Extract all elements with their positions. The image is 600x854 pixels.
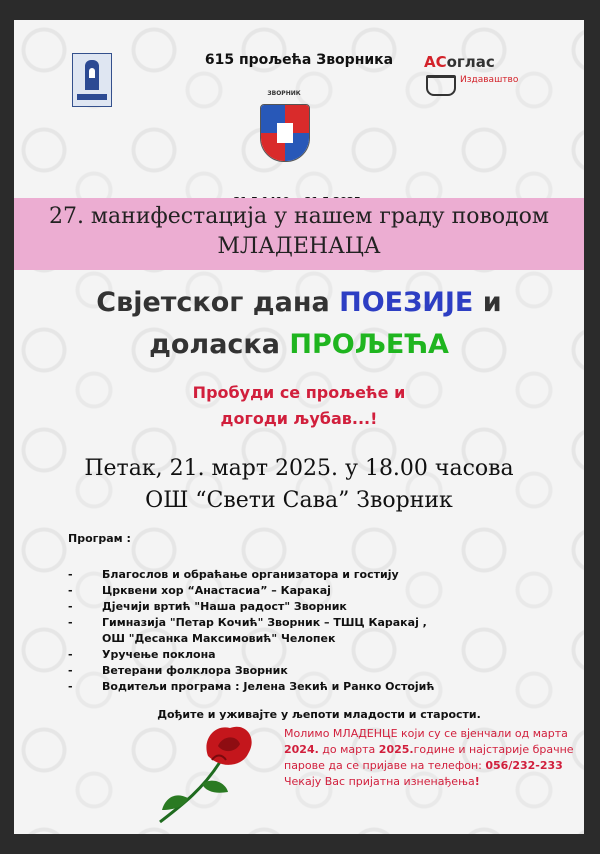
headline-part: Свјетског дана [96,287,340,318]
slogan [14,380,584,432]
event-venue: ОШ “Свети Сава” Зворник [145,488,453,513]
poster: 615 прољећа Зворника АСоглас Издаваштво ЗВОРНИК 27. манифестација у нашем граду поводом МЛАДЕНАЦА Свјетског дана ПОЕЗИЈЕ и доласка ПРОЉЕЋА Пробуди се прољеће и догоди љубав...! Петак, 21. март 2025. у 18.00 часова ОШ “Свети Сава” Зворник Програм : - Благослов и обраћање организатора и гостију - Црквени хор “Анастасиа” – Каракај - Дјечији вртић "Наша радост" Зворник - Гимназија "Петар Кочић" Зворник – ТШЦ Каракај , ОШ "Десанка Максимовић" Челопек - Уручење поклона - Ветерани фолклора Зворник - Водитељи програма : Јелена Зекић и Ранко Остојић Дођите и уживајте у љепоти младости и старости. Молимо МЛАДЕНЦЕ који су се вјенчали од марта 2024. до марта 2025.године и најстарије брачне парове да се пријаве на телефон: 056/232-233 Чекају Вас пријатна изненађења! [14,20,584,834]
headline-part: доласка [149,329,290,360]
banner-line-2: МЛАДЕНАЦА [217,234,381,259]
book-icon [426,75,456,96]
slogan-line-1: Пробуди се прољеће и [192,383,406,402]
program-heading: Програм : [68,532,131,545]
rose-icon [142,710,272,830]
headline-part: и [473,287,502,318]
city-crest-icon [257,90,311,176]
publisher-name-part1: АС [424,53,447,71]
publisher-logo [424,53,518,85]
phone-number: 056/232-233 [485,759,563,772]
publisher-sub: Издаваштво [460,75,519,85]
crest-label: ЗВОРНИК [267,90,301,97]
publisher-name-part2: оглас [446,53,495,71]
anniversary-title: 615 прољећа Зворника [204,52,394,68]
couples-notice: Молимо МЛАДЕНЦЕ који су се вјенчали од марта 2024. до марта 2025.године и најстарије брачне парове да се пријаве на телефон: 056/232-233 Чекају Вас пријатна изненађења! [284,727,574,788]
headline-poetry: ПОЕЗИЈЕ [339,287,474,318]
headline [14,282,584,366]
slogan-line-2: догоди љубав...! [220,409,378,428]
banner-line-1: 27. манифестација у нашем граду поводом [48,204,550,229]
headline-spring: ПРОЉЕЋА [289,329,449,360]
invite-line: Дођите и уживајте у љепоти младости и старости. [157,708,481,721]
event-date: Петак, 21. март 2025. у 18.00 часова [84,456,514,481]
